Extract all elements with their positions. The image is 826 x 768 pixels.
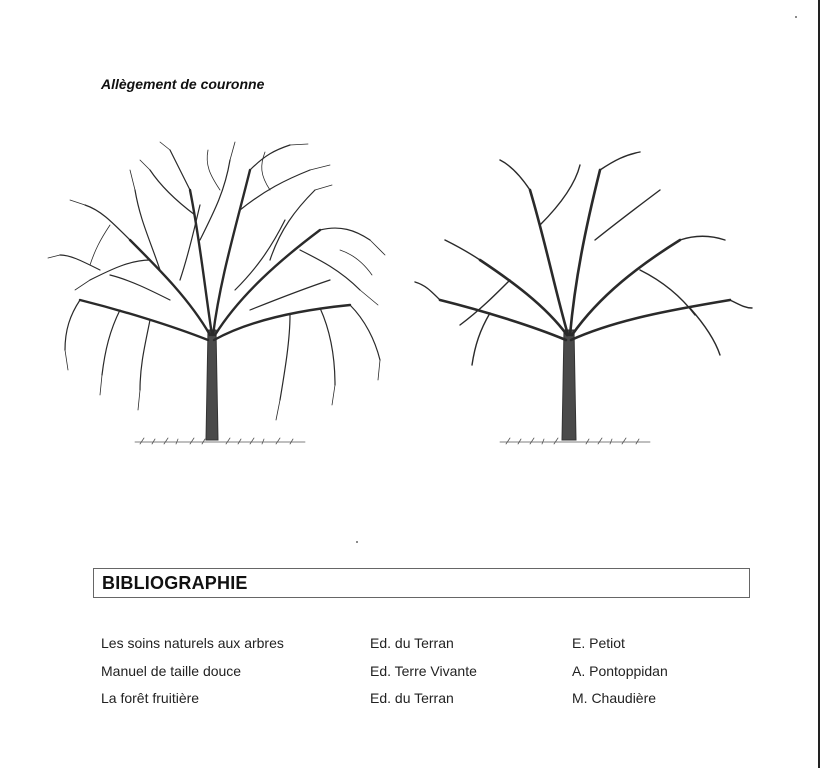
scan-speck bbox=[795, 16, 797, 18]
bibliography-header-box bbox=[93, 568, 750, 598]
entry-author: M. Chaudière bbox=[572, 690, 657, 706]
bibliography-entry bbox=[0, 690, 826, 710]
tree-before-pruning-figure bbox=[48, 142, 385, 444]
section-heading: Allègement de couronne bbox=[101, 76, 265, 92]
crown-thinning-illustration bbox=[40, 130, 780, 470]
entry-publisher: Ed. du Terran bbox=[370, 635, 454, 651]
bibliography-entry bbox=[0, 663, 826, 683]
entry-author: A. Pontoppidan bbox=[572, 663, 668, 679]
entry-title: Les soins naturels aux arbres bbox=[101, 635, 284, 651]
scan-speck bbox=[356, 541, 358, 543]
entry-publisher: Ed. du Terran bbox=[370, 690, 454, 706]
entry-publisher: Ed. Terre Vivante bbox=[370, 663, 477, 679]
tree-after-pruning-figure bbox=[415, 152, 752, 444]
bibliography-title: BIBLIOGRAPHIE bbox=[102, 573, 248, 593]
bibliography-entry bbox=[0, 635, 826, 655]
entry-title: La forêt fruitière bbox=[101, 690, 200, 706]
entry-author: E. Petiot bbox=[572, 635, 625, 651]
entry-title: Manuel de taille douce bbox=[101, 663, 242, 679]
